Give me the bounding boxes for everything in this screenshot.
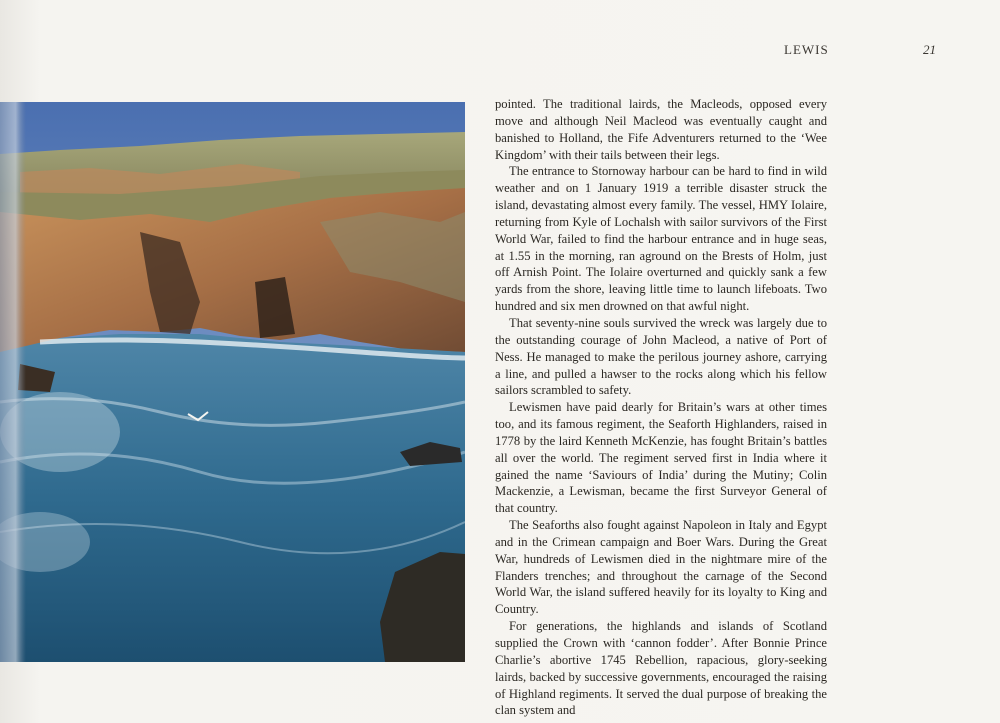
paragraph-6: For generations, the highlands and islands of Scotland supplied the Crown with ‘cannon fodder’. After Bonnie Prince Charlie’s abortive 1745 Rebellion, rapacious, glory-seeking lairds, backed by successive governments, encouraged the raising of Highland regiments. It served the dual purpose of breaking the clan system and — [495, 619, 827, 718]
paragraph-4: Lewismen have paid dearly for Britain’s wars at other times too, and its famous regiment, the Seaforth Highlanders, raised in 1778 by the laird Kenneth McKenzie, has fought Britain’s battles all over the world. The regiment served first in India where it gained the name ‘Saviours of India’ during the Mutiny; Colin Mackenzie, a Lewisman, became the first Surveyor General of that country. — [495, 400, 827, 516]
paragraph-1: pointed. The traditional lairds, the Macleods, opposed every move and although Neil Macleod was eventually caught and banished to Holland, the Fife Adventurers returned to the ‘Wee Kingdom’ with their tails between their legs. — [495, 97, 827, 162]
running-head — [760, 42, 940, 62]
book-spine-highlight — [0, 102, 26, 662]
paragraph-2: The entrance to Stornoway harbour can be hard to find in wild weather and on 1 January 1919 a terrible disaster struck the island, devastating almost every family. The vessel, HMY Iolaire, returning from Kyle of Lochalsh with sailor survivors of the First World War, failed to find the harbour entrance and in huge seas, at 1.55 in the morning, ran aground on the Brests of Holm, just off Arnish Point. The Iolaire overturned and quickly sank a few yards from the shore, leaving little time to launch lifeboats. Two hundred and six men drowned on that awful night. — [495, 164, 827, 314]
paragraph-5: The Seaforths also fought against Napoleon in Italy and Egypt and in the Crimean campaign and Boer Wars. During the Great War, hundreds of Lewismen died in the nightmare mire of the Flanders trenches; and throughout the carnage of the Second World War, the island suffered heavily for its loyalty to King and Country. — [495, 518, 827, 617]
paragraph-3: That seventy-nine souls survived the wreck was largely due to the outstanding courage of John Macleod, a native of Port of Ness. He managed to make the perilous journey ashore, carrying a line, and pulled a hawser to the rocks along which his fellow sailors scrambled to safety. — [495, 315, 827, 398]
body-text — [495, 96, 827, 719]
page-number: 21 — [923, 42, 936, 57]
running-head-title: LEWIS — [784, 42, 829, 57]
coastal-cliffs-photo — [0, 102, 465, 662]
photo-illustration — [0, 102, 465, 662]
